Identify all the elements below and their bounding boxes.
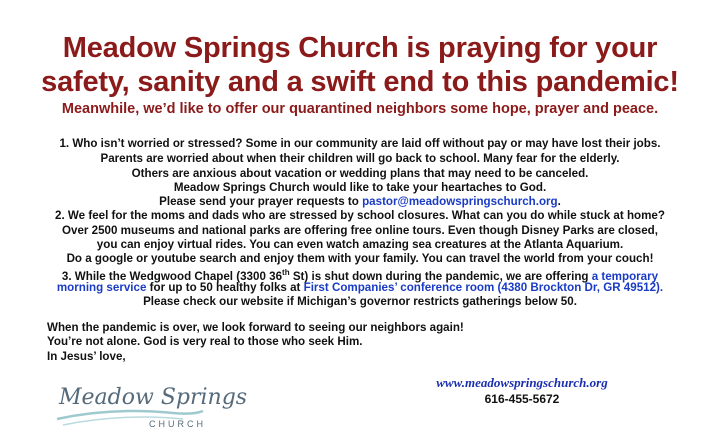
phone-number: 616-455-5672 [484, 392, 560, 406]
headline-line-2: safety, sanity and a swift end to this pandemic! [41, 66, 679, 98]
closing-line1: When the pandemic is over, we look forward to seeing our neighbors again! [47, 321, 464, 334]
item1-line1: 1. Who isn’t worried or stressed? Some in our community are laid off without pay or may have lost their jobs. [59, 137, 661, 150]
item1-line5 [0, 195, 720, 209]
item2-line2: Over 2500 museums and national parks are offering free online tours. Even though Disney Parks are closed, [62, 224, 658, 237]
logo-sub-text: CHURCH [149, 419, 206, 429]
closing-line3: In Jesus’ love, [47, 350, 126, 363]
item3-line2-text: for up to 50 healthy folks at [146, 281, 304, 294]
temporary-service-link[interactable]: a temporary [591, 269, 659, 283]
church-logo [53, 383, 248, 435]
conference-room-link[interactable]: First Companies’ conference room (4380 Brockton Dr, GR 49512). [303, 281, 664, 294]
item3-line1-text2: St) is shut down during the pandemic, we are offering [289, 269, 592, 283]
item2-line3: you can enjoy virtual rides. You can even watch amazing sea creatures at the Atlanta Aquarium. [96, 238, 624, 251]
morning-service-link[interactable]: morning service [56, 281, 147, 294]
headline-line-1: Meadow Springs Church is praying for your [62, 32, 658, 64]
item1-line3: Others are anxious about vacation or wedding plans that may need to be canceled. [131, 167, 589, 180]
item3-line2 [0, 281, 720, 295]
item3-line3: Please check our website if Michigan’s governor restricts gatherings below 50. [143, 295, 577, 308]
item3-line1-sup: th [282, 268, 290, 277]
item3-line1-text: 3. While the Wedgwood Chapel (3300 36 [61, 269, 283, 283]
email-link[interactable]: pastor@meadowspringschurch.org [362, 195, 558, 208]
item1-line4: Meadow Springs Church would like to take your heartaches to God. [173, 181, 547, 194]
closing-line2: You’re not alone. God is very real to those who seek Him. [47, 335, 363, 348]
item2-line4: Do a google or youtube search and enjoy them with your family. You can travel the world from your couch! [66, 252, 654, 265]
item2-line1: 2. We feel for the moms and dads who are stressed by school closures. What can you do while stuck at home? [55, 209, 665, 222]
logo-script-text: Meadow Springs [59, 385, 248, 410]
subtitle: Meanwhile, we’d like to offer our quarantined neighbors some hope, prayer and peace. [61, 101, 659, 117]
item1-line5-text: Please send your prayer requests to [159, 195, 363, 208]
item1-line2: Parents are worried about when their children will go back to school. Many fear for the elderly. [100, 152, 620, 165]
website-link[interactable]: www.meadowspringschurch.org [436, 375, 608, 390]
item1-line5-end: . [557, 195, 561, 208]
